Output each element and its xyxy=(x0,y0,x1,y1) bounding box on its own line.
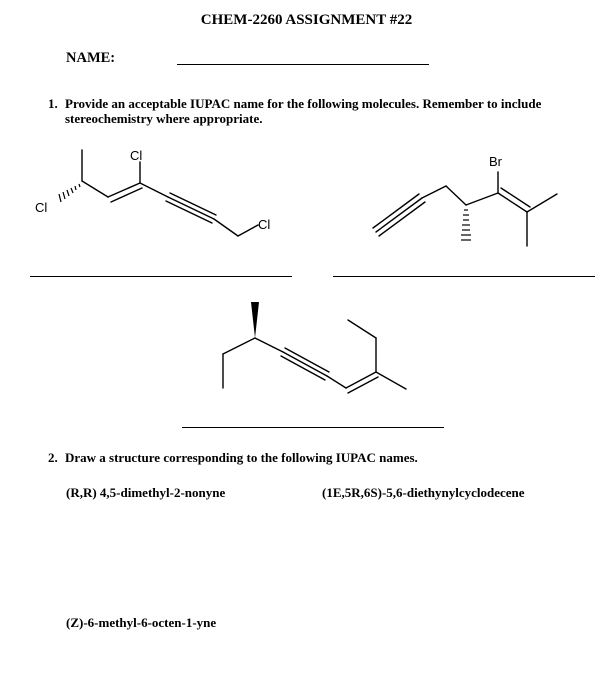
molecule-3-wedge xyxy=(251,302,259,338)
molecule-2-answer-line[interactable] xyxy=(333,276,595,277)
question-1-number: 1. xyxy=(48,96,58,111)
question-1-text: Provide an acceptable IUPAC name for the following molecules. Remember to include stereochemistry where appropriate. xyxy=(65,96,542,126)
molecule-1-label-cl-right: Cl xyxy=(258,217,271,232)
molecule-3-answer-line[interactable] xyxy=(182,427,444,428)
molecule-1-label-cl-left: Cl xyxy=(35,200,48,215)
question-2-text: Draw a structure corresponding to the following IUPAC names. xyxy=(65,450,418,465)
assignment-title: CHEM-2260 ASSIGNMENT #22 xyxy=(200,12,413,28)
molecule-2-structure xyxy=(350,140,610,270)
question-2-number: 2. xyxy=(48,450,58,465)
iupac-name-2: (1E,5R,6S)-5,6-diethynylcyclodecene xyxy=(322,485,525,500)
molecule-1-structure xyxy=(0,140,300,250)
molecule-2-label-br: Br xyxy=(489,154,502,169)
iupac-name-1: (R,R) 4,5-dimethyl-2-nonyne xyxy=(66,485,226,500)
iupac-name-3: (Z)-6-methyl-6-octen-1-yne xyxy=(66,615,217,630)
name-label: NAME: xyxy=(66,50,116,66)
name-answer-line[interactable] xyxy=(177,64,429,65)
molecule-3-structure xyxy=(200,290,430,410)
molecule-1-answer-line[interactable] xyxy=(30,276,292,277)
molecule-1-label-cl-top: Cl xyxy=(130,148,143,163)
